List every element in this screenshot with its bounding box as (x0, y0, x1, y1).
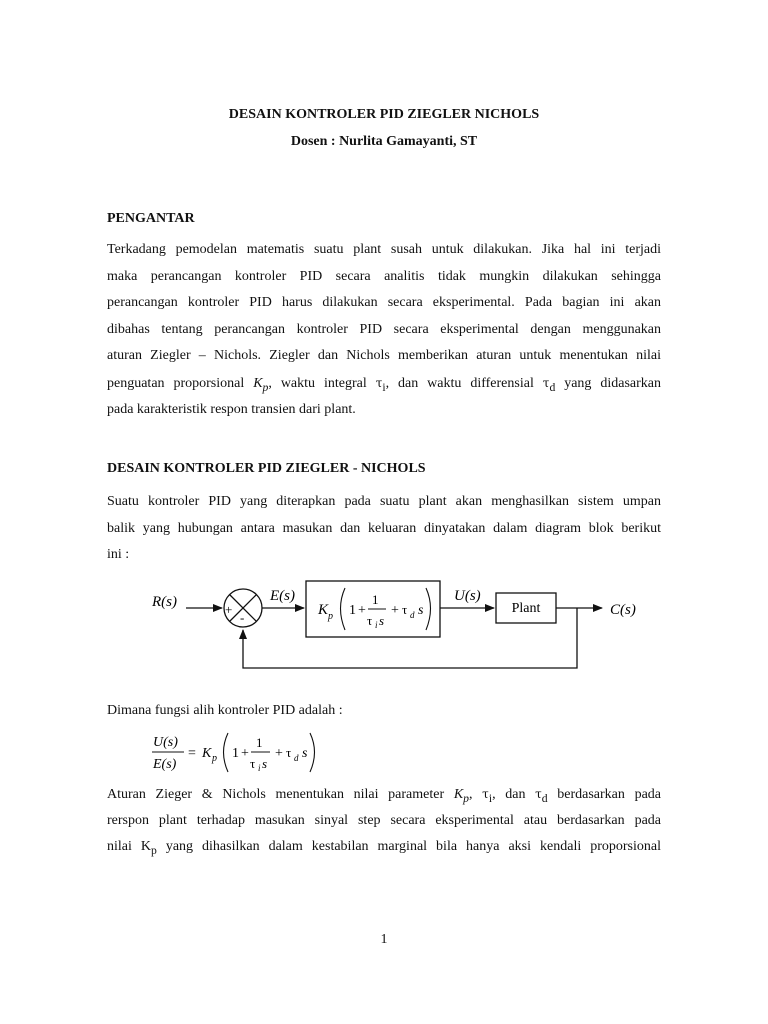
text-run: , dan (492, 787, 536, 802)
kp-symbol: K (453, 787, 464, 802)
formula-frac-num: 1 (256, 735, 263, 750)
tau-symbol: τ (542, 375, 550, 390)
frac-den-sub: i (375, 620, 378, 630)
formula-plus: + (241, 746, 249, 761)
text-run: berdasarkan pada (547, 787, 661, 802)
document-title: DESAIN KONTROLER PID ZIEGLER NICHOLS (228, 107, 540, 122)
paragraph-line: rerspon plant terhadap masukan sinyal step secara eksperimental atau berdasarkan pada (107, 812, 661, 828)
tau-symbol: τ (375, 375, 383, 390)
plus-sign: + (225, 602, 233, 617)
kp-symbol: K (253, 375, 263, 391)
paragraph-line: maka perancangan kontroler PID secara analitis tidak mungkin dilakukan sehingga (107, 268, 661, 284)
text-run: penguatan proporsional (107, 375, 254, 391)
formula-tau-d: τ (286, 745, 292, 760)
controller-formula (317, 588, 431, 630)
formula-s: s (302, 746, 308, 761)
controller-plus: + (358, 603, 366, 618)
kp-subscript: p (463, 791, 469, 805)
formula-frac-s: s (262, 756, 268, 771)
section-heading-pengantar: PENGANTAR (107, 211, 195, 226)
lhs-denominator: E(s) (153, 757, 177, 772)
formula-kp-sub: p (212, 753, 217, 764)
formula-kp: K (202, 746, 212, 761)
equals-sign: = (188, 746, 196, 761)
tau-d-sub: d (410, 610, 415, 620)
frac-den-s: s (379, 613, 385, 628)
block-diagram (140, 578, 660, 678)
paragraph-line: aturan Ziegler – Nichols. Ziegler dan Nichols memberikan aturan untuk menentukan nilai (107, 348, 661, 364)
paragraph-line: pada karakteristik respon transien dari plant. (107, 401, 356, 417)
paragraph-line: ini : (107, 547, 130, 563)
tau-d-subscript: d (541, 791, 548, 805)
paragraph-desain (107, 489, 661, 569)
controller-one: 1 (349, 603, 356, 618)
paragraph-line: Suatu kontroler PID yang diterapkan pada suatu plant akan menghasilkan sistem umpan (107, 494, 661, 509)
text-run: , dan waktu differensial (385, 375, 543, 391)
controller-s: s (418, 603, 424, 618)
paragraph-line: dibahas tentang perancangan kontroler PID secara eksperimental dengan menggunakan (107, 321, 661, 337)
text-run: yang didasarkan (555, 375, 662, 391)
controller-plus2: + (391, 603, 399, 618)
minus-sign: - (240, 610, 245, 625)
controller-kp: K (318, 602, 329, 618)
author-line: Dosen : Nurlita Gamayanti, ST (290, 134, 478, 149)
text-run: , waktu integral (268, 375, 376, 391)
transfer-function (148, 728, 348, 778)
tau-i-subscript: i (488, 791, 493, 805)
lhs-numerator: U(s) (153, 735, 178, 750)
formula-frac-sub: i (258, 763, 261, 773)
tau-i-subscript: i (382, 380, 386, 394)
right-paren (426, 588, 431, 630)
paragraph-line-kp (107, 834, 661, 861)
formula-frac-tau: τ (250, 756, 256, 771)
left-paren (341, 588, 346, 630)
controller-kp-sub: p (328, 611, 333, 622)
paragraph-line-params (107, 370, 661, 397)
paragraph-line: perancangan kontroler PID harus dilakukan secara eksperimental. Pada bagian ini akan (107, 295, 661, 311)
control-label: U(s) (454, 588, 481, 604)
formula-right-paren (310, 733, 315, 772)
paragraph-pengantar (107, 237, 661, 423)
frac-num: 1 (372, 592, 379, 607)
formula-tau-d-sub: d (294, 753, 299, 763)
tau-d-subscript: d (549, 380, 556, 394)
tau-symbol: τ (482, 787, 489, 801)
text-run: nilai K (107, 839, 151, 855)
section-heading-desain: DESAIN KONTROLER PID ZIEGLER - NICHOLS (107, 461, 426, 476)
paragraph-aturan (107, 781, 661, 861)
kp-subscript: p (262, 380, 269, 394)
formula-intro: Dimana fungsi alih kontroler PID adalah : (107, 703, 343, 718)
plant-label: Plant (511, 601, 541, 616)
formula-plus2: + (275, 746, 283, 761)
formula-left-paren (224, 733, 229, 772)
paragraph-line-params (107, 781, 661, 808)
frac-den-tau: τ (367, 613, 373, 628)
kp-subscript: p (151, 843, 157, 857)
page-number: 1 (380, 932, 388, 947)
formula-one: 1 (232, 746, 239, 761)
tau-symbol: τ (535, 787, 542, 801)
input-label: R(s) (152, 594, 177, 610)
text-run: Aturan Zieger & Nichols menentukan nilai parameter (107, 787, 454, 802)
text-run: , (469, 787, 483, 802)
paragraph-line: balik yang hubungan antara masukan dan keluaran dinyatakan dalam diagram blok berikut (107, 520, 661, 536)
output-label: C(s) (610, 602, 636, 618)
paragraph-line: Terkadang pemodelan matematis suatu plant susah untuk dilakukan. Jika hal ini terjadi (107, 242, 661, 257)
text-run: yang dihasilkan dalam kestabilan marginal bila hanya aksi kendali proporsional (156, 839, 661, 855)
tau-d: τ (402, 602, 408, 617)
error-label: E(s) (270, 588, 295, 604)
